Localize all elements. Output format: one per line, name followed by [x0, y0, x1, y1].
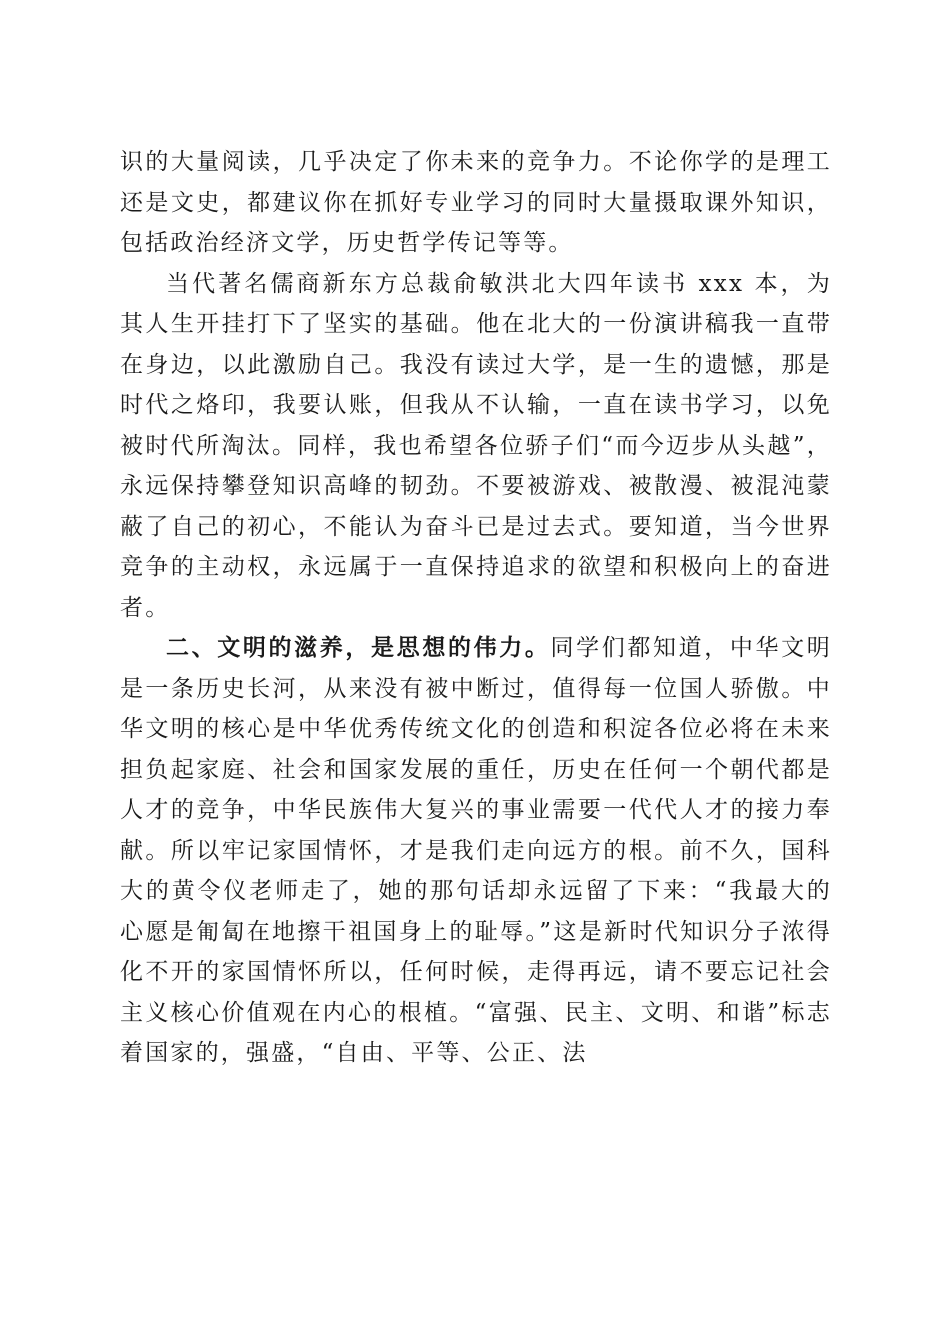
paragraph-text: 同学们都知道，中华文明是一条历史长河，从来没有被中断过，值得每一位国人骄傲。中华文明的核心是中华优秀传统文化的创造和积淀各位必将在未来担负起家庭、社会和国家发展的重任，历史在任何一个朝代都是人才的竞争，中华民族伟大复兴的事业需要一代代人才的接力奉献。所以牢记家国情怀，才是我们走向远方的根。前不久，国科大的黄令仪老师走了，她的那句话却永远留了下来：“我最大的心愿是匍匐在地擦干祖国身上的耻辱。”这是新时代知识分子浓得化不开的家国情怀所以，任何时候，走得再远，请不要忘记社会主义核心价值观在内心的根植。“富强、民主、文明、和谐”标志着国家的，强盛，“自由、平等、公正、法	[120, 635, 833, 1066]
paragraph-civilization	[120, 628, 832, 1074]
document-body	[120, 142, 832, 1074]
paragraph-continuation	[120, 142, 832, 264]
section-heading-inline: 二、文明的滋养，是思想的伟力。	[166, 634, 551, 661]
paragraph-text: 识的大量阅读，几乎决定了你未来的竞争力。不论你学的是理工还是文史，都建议你在抓好专业学习的同时大量摄取课外知识，包括政治经济文学，历史哲学传记等等。	[120, 149, 832, 256]
paragraph-text: 当代著名儒商新东方总裁俞敏洪北大四年读书 xxx 本，为其人生开挂打下了坚实的基础。他在北大的一份演讲稿我一直带在身边，以此激励自己。我没有读过大学，是一生的遗憾，那是时代之烙印，我要认账，但我从不认输，一直在读书学习，以免被时代所淘汰。同样，我也希望各位骄子们“而今迈步从头越”，永远保持攀登知识高峰的韧劲。不要被游戏、被散漫、被混沌蒙蔽了自己的初心，不能认为奋斗已是过去式。要知道，当今世界竞争的主动权，永远属于一直保持追求的欲望和积极向上的奋进者。	[120, 270, 832, 621]
paragraph-yu-minhong	[120, 264, 832, 629]
